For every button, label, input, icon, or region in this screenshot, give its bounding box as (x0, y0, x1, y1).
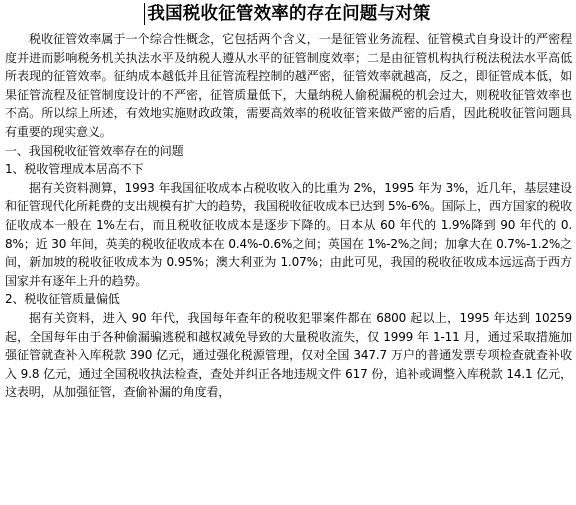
subsection-heading-quality: 2、税收征管质量偏低 (5, 292, 120, 307)
intro-paragraph: 税收征管效率属于一个综合性概念，它包括两个含义，一是征管业务流程、征管模式自身设计的严密程度并进而影响税务机关执法水平及纳税人遵从水平的征管制度效率；二是由征管机构执行税法税法水平高低所表现的征管效率。征纳成本越低并且征管流程控制的越严密，征管效率就越高，反之，即征管成本低，如果征管流程及征管制度设计的不严密，征管质量低下，大量纳税人偷税漏税的机会过大，则税收征管效率也不高。所以综上所述，有效地实施财政政策，需要高效率的税收征管来做严密的后盾，因此税收征管问题具有重要的现实意义。 (5, 32, 572, 139)
cost-paragraph: 据有关资料测算，1993 年我国征收成本占税收收入的比重为 2%，1995 年为 3%，近几年，基层建设和征管现代化所耗费的支出规模有扩大的趋势，我国税收征收成本已达到 5%-6%。国际上，西方国家的税收征收成本一般在 1%左右，而且税收征收成本是逐步下降的。日本从 60 年代的 1.9%降到 90 年代的 0.8%；近 30 年间，英美的税收征收成本在 0.4%-0.6%之间；英国在 1%-2%之间；加拿大在 0.7%-1.2%之间，新加坡的税收征收成本为 0.95%；澳大利亚为 1.07%；由此可见，我国的税收征收成本远远高于西方国家并有逐年上升的趋势。 (5, 180, 572, 288)
section-heading-problems: 一、我国税收征管效率存在的问题 (5, 143, 184, 158)
quality-paragraph: 据有关资料，进入 90 年代，我国每年查年的税收犯罪案件都在 6800 起以上，1995 年达到 10259 起，全国每年由于各种偷漏骗逃税和越权减免导致的大量税收流失，仅 1999 年 1-11 月，通过采取措施加强征管就查补入库税款 390 亿元，通过强化税源管理，仅对全国 347.7 万户的普通发票专项检查就查补收入 9.8 亿元，通过全国税收执法检查，查处并纠正各地违规文件 617 份，追补或调整入库税款 14.1 亿元，这表明，从加强征管，查偷补漏的角度看， (5, 310, 572, 400)
document-title: 我国税收征管效率的存在问题与对策 (144, 3, 432, 25)
title-bar (5, 0, 572, 30)
subsection-heading-cost: 1、税收管理成本居高不下 (5, 162, 144, 177)
